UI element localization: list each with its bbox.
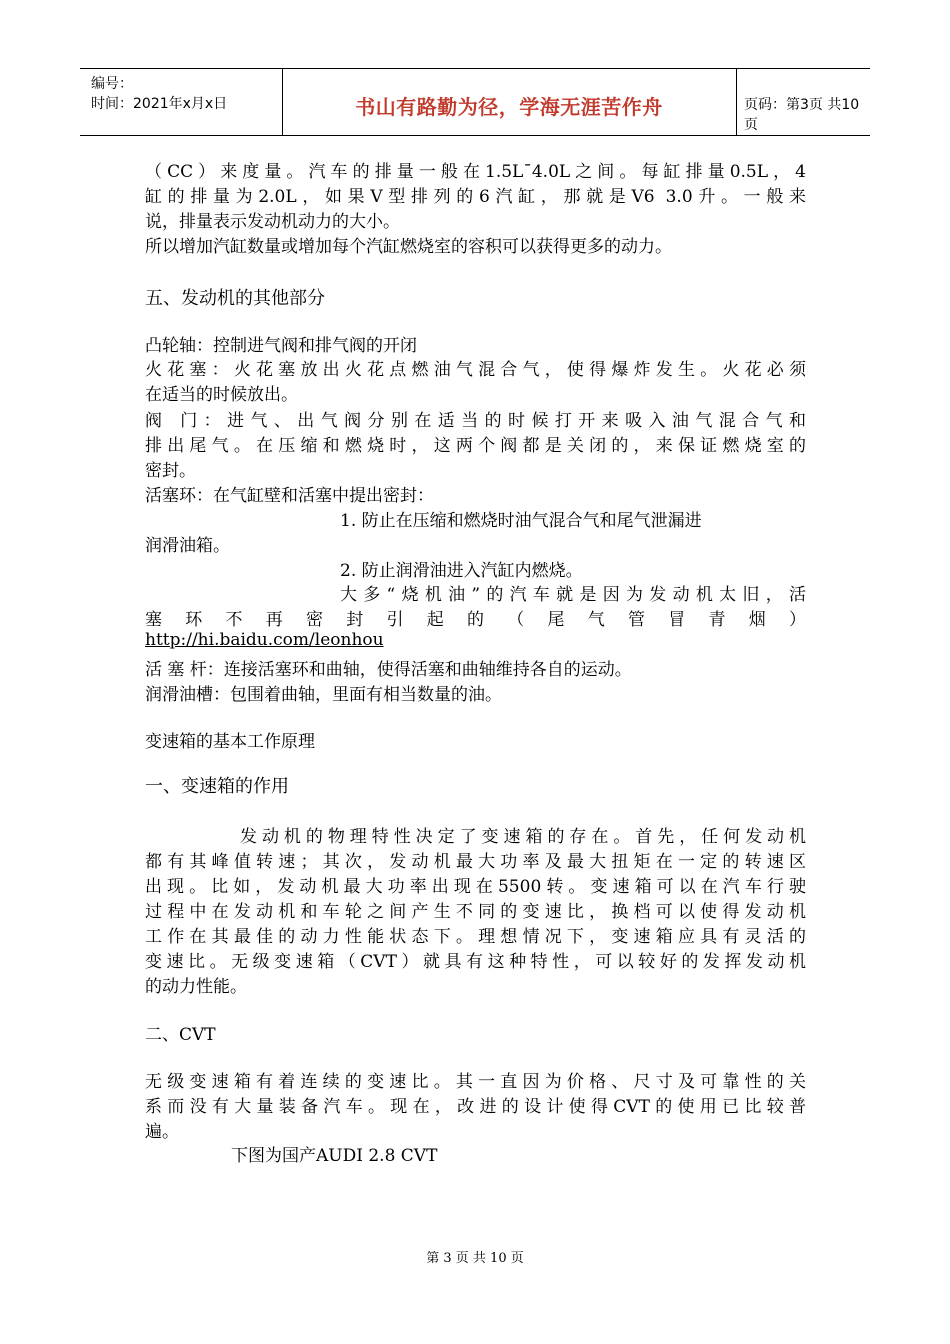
text-line: 排出尾气。在压缩和燃烧时，这两个阀都是关闭的，来保证燃烧室的	[145, 436, 806, 456]
text-line: 润滑油箱。	[145, 536, 230, 556]
baidu-link[interactable]: http://hi.baidu.com/leonhou	[145, 630, 384, 650]
header-meta-cell	[80, 69, 283, 135]
text-line: 出现。比如，发动机最大功率出现在5500转。变速箱可以在汽车行驶	[145, 877, 806, 897]
header-motto: 书山有路勤为径，学海无涯苦作舟	[355, 95, 663, 119]
text-line: 在适当的时候放出。	[145, 385, 298, 405]
text-line: 遍。	[145, 1122, 179, 1142]
section-heading: 变速箱的基本工作原理	[145, 732, 315, 752]
text-line: 大多“烧机油”的汽车就是因为发动机太旧，活	[340, 585, 806, 605]
text-line: 塞 环 不 再 密 封 引 起 的 （ 尾 气 管 冒 青 烟 ）	[145, 610, 806, 630]
section-heading: 五、发动机的其他部分	[145, 288, 325, 309]
page-footer: 第 3 页 共 10 页	[426, 1251, 524, 1266]
document-number-label: 编号：	[91, 76, 133, 92]
section-heading: 二、CVT	[145, 1025, 216, 1045]
figure-caption: 下图为国产AUDI 2.8 CVT	[231, 1146, 438, 1166]
text-line: （CC）来度量。汽车的排量一般在1.5L¯4.0L之间。每缸排量0.5L，4	[145, 162, 806, 182]
text-line: 阀 门：进气、出气阀分别在适当的时候打开来吸入油气混合气和	[145, 411, 806, 431]
text-line: 说，排量表示发动机动力的大小。	[145, 212, 400, 232]
text-line: 2. 防止润滑油进入汽缸内燃烧。	[340, 561, 583, 581]
text-line: 缸的排量为2.0L，如果V型排列的6汽缸，那就是V6 3.0升。一般来	[145, 187, 806, 207]
header-page-info: 页码：第3页 共10页	[744, 97, 860, 133]
text-line: 都有其峰值转速；其次，发动机最大功率及最大扭矩在一定的转速区	[145, 852, 806, 872]
text-line: 变速比。无级变速箱（CVT）就具有这种特性，可以较好的发挥发动机	[145, 952, 806, 972]
header-page-cell	[736, 69, 870, 135]
text-line: 发动机的物理特性决定了变速箱的存在。首先，任何发动机	[240, 827, 806, 847]
document-date-label: 时间：2021年x月x日	[91, 96, 228, 112]
text-line: 1. 防止在压缩和燃烧时油气混合气和尾气泄漏进	[340, 511, 702, 531]
text-line: 活塞环：在气缸壁和活塞中提出密封：	[145, 486, 434, 506]
text-line: 火花塞：火花塞放出火花点燃油气混合气，使得爆炸发生。火花必须	[145, 360, 806, 380]
header-motto-cell	[282, 69, 737, 135]
text-line: 工作在其最佳的动力性能状态下。理想情况下，变速箱应具有灵活的	[145, 927, 806, 947]
section-heading: 一、变速箱的作用	[145, 776, 289, 797]
text-line: 过程中在发动机和车轮之间产生不同的变速比，换档可以使得发动机	[145, 902, 806, 922]
text-line: 所以增加汽缸数量或增加每个汽缸燃烧室的容积可以获得更多的动力。	[145, 237, 672, 257]
text-line: 润滑油槽：包围着曲轴，里面有相当数量的油。	[145, 685, 502, 705]
text-line: 无级变速箱有着连续的变速比。其一直因为价格、尺寸及可靠性的关	[145, 1072, 806, 1092]
text-line: 的动力性能。	[145, 977, 247, 997]
text-line: 凸轮轴：控制进气阀和排气阀的开闭	[145, 336, 417, 356]
header-table	[80, 68, 870, 136]
text-line: 活 塞 杆：连接活塞环和曲轴，使得活塞和曲轴维持各自的运动。	[145, 660, 632, 680]
text-line: 密封。	[145, 461, 196, 481]
text-line: 系而没有大量装备汽车。现在，改进的设计使得CVT的使用已比较普	[145, 1097, 806, 1117]
